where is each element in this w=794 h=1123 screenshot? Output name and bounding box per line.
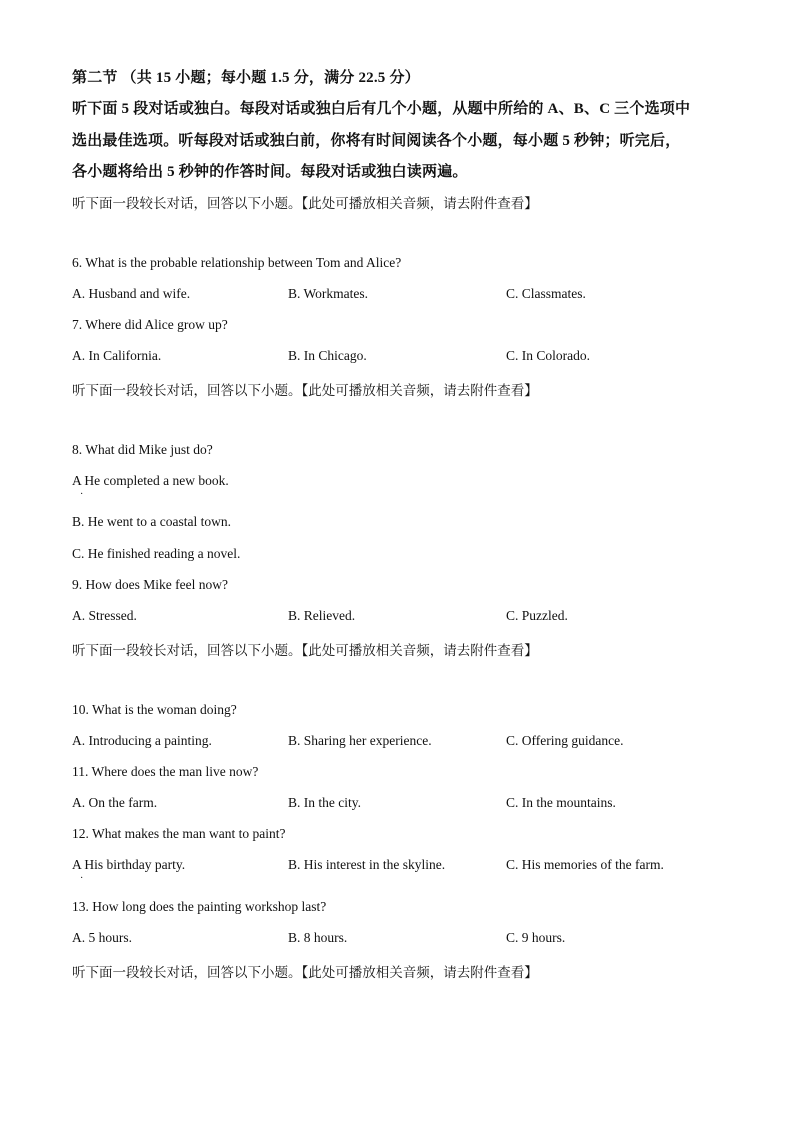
question-8-option-a[interactable]: A He completed a new book. — [72, 473, 229, 488]
question-9-option-c[interactable]: C. Puzzled. — [506, 608, 568, 623]
question-13-option-a[interactable]: A. 5 hours. — [72, 930, 132, 945]
question-10-option-a[interactable]: A. Introducing a painting. — [72, 733, 212, 748]
question-6-option-a[interactable]: A. Husband and wife. — [72, 286, 191, 301]
stray-dot-mark: · — [80, 873, 84, 884]
question-9-option-a[interactable]: A. Stressed. — [72, 608, 137, 623]
group-intro-2: 听下面一段较长对话，回答以下小题。【此处可播放相关音频，请去附件查看】 — [72, 383, 538, 399]
group-intro-1: 听下面一段较长对话，回答以下小题。【此处可播放相关音频，请去附件查看】 — [72, 196, 538, 212]
question-10-option-c[interactable]: C. Offering guidance. — [506, 733, 624, 748]
question-12-option-b[interactable]: B. His interest in the skyline. — [288, 857, 446, 872]
question-6-option-b[interactable]: B. Workmates. — [288, 286, 369, 301]
instruction-line-1: 听下面 5 段对话或独白。每段对话或独白后有几个小题，从题中所给的 A、B、C 三个选项中 — [72, 101, 691, 117]
question-6-option-c[interactable]: C. Classmates. — [506, 286, 586, 301]
instruction-line-2: 选出最佳选项。听每段对话或独白前，你将有时间阅读各个小题，每小题 5 秒钟；听完后， — [72, 133, 681, 149]
question-10-stem: 10. What is the woman doing? — [72, 702, 237, 717]
question-7-option-a[interactable]: A. In California. — [72, 348, 162, 363]
question-10-option-b[interactable]: B. Sharing her experience. — [288, 733, 432, 748]
section-heading: 第二节 （共 15 小题；每小题 1.5 分，满分 22.5 分） — [72, 70, 420, 86]
question-7-option-c[interactable]: C. In Colorado. — [506, 348, 590, 363]
question-9-stem: 9. How does Mike feel now? — [72, 577, 228, 592]
group-intro-4: 听下面一段较长对话，回答以下小题。【此处可播放相关音频，请去附件查看】 — [72, 965, 538, 981]
question-7-stem: 7. Where did Alice grow up? — [72, 317, 228, 332]
question-12-option-a[interactable]: A His birthday party. — [72, 857, 186, 872]
question-7-option-b[interactable]: B. In Chicago. — [288, 348, 367, 363]
stray-dot-mark: · — [80, 489, 84, 500]
question-9-option-b[interactable]: B. Relieved. — [288, 608, 356, 623]
question-13-stem: 13. How long does the painting workshop last? — [72, 899, 327, 914]
question-8-option-c[interactable]: C. He finished reading a novel. — [72, 546, 241, 561]
question-11-option-a[interactable]: A. On the farm. — [72, 795, 158, 810]
question-8-option-b[interactable]: B. He went to a coastal town. — [72, 514, 231, 529]
question-13-option-b[interactable]: B. 8 hours. — [288, 930, 348, 945]
question-13-option-c[interactable]: C. 9 hours. — [506, 930, 566, 945]
instruction-line-3: 各小题将给出 5 秒钟的作答时间。每段对话或独白读两遍。 — [72, 164, 468, 180]
question-12-option-c[interactable]: C. His memories of the farm. — [506, 857, 664, 872]
question-8-stem: 8. What did Mike just do? — [72, 442, 213, 457]
group-intro-3: 听下面一段较长对话，回答以下小题。【此处可播放相关音频，请去附件查看】 — [72, 643, 538, 659]
question-11-option-c[interactable]: C. In the mountains. — [506, 795, 616, 810]
question-12-stem: 12. What makes the man want to paint? — [72, 826, 286, 841]
question-6-stem: 6. What is the probable relationship between Tom and Alice? — [72, 255, 402, 270]
question-11-stem: 11. Where does the man live now? — [72, 764, 259, 779]
question-11-option-b[interactable]: B. In the city. — [288, 795, 361, 810]
